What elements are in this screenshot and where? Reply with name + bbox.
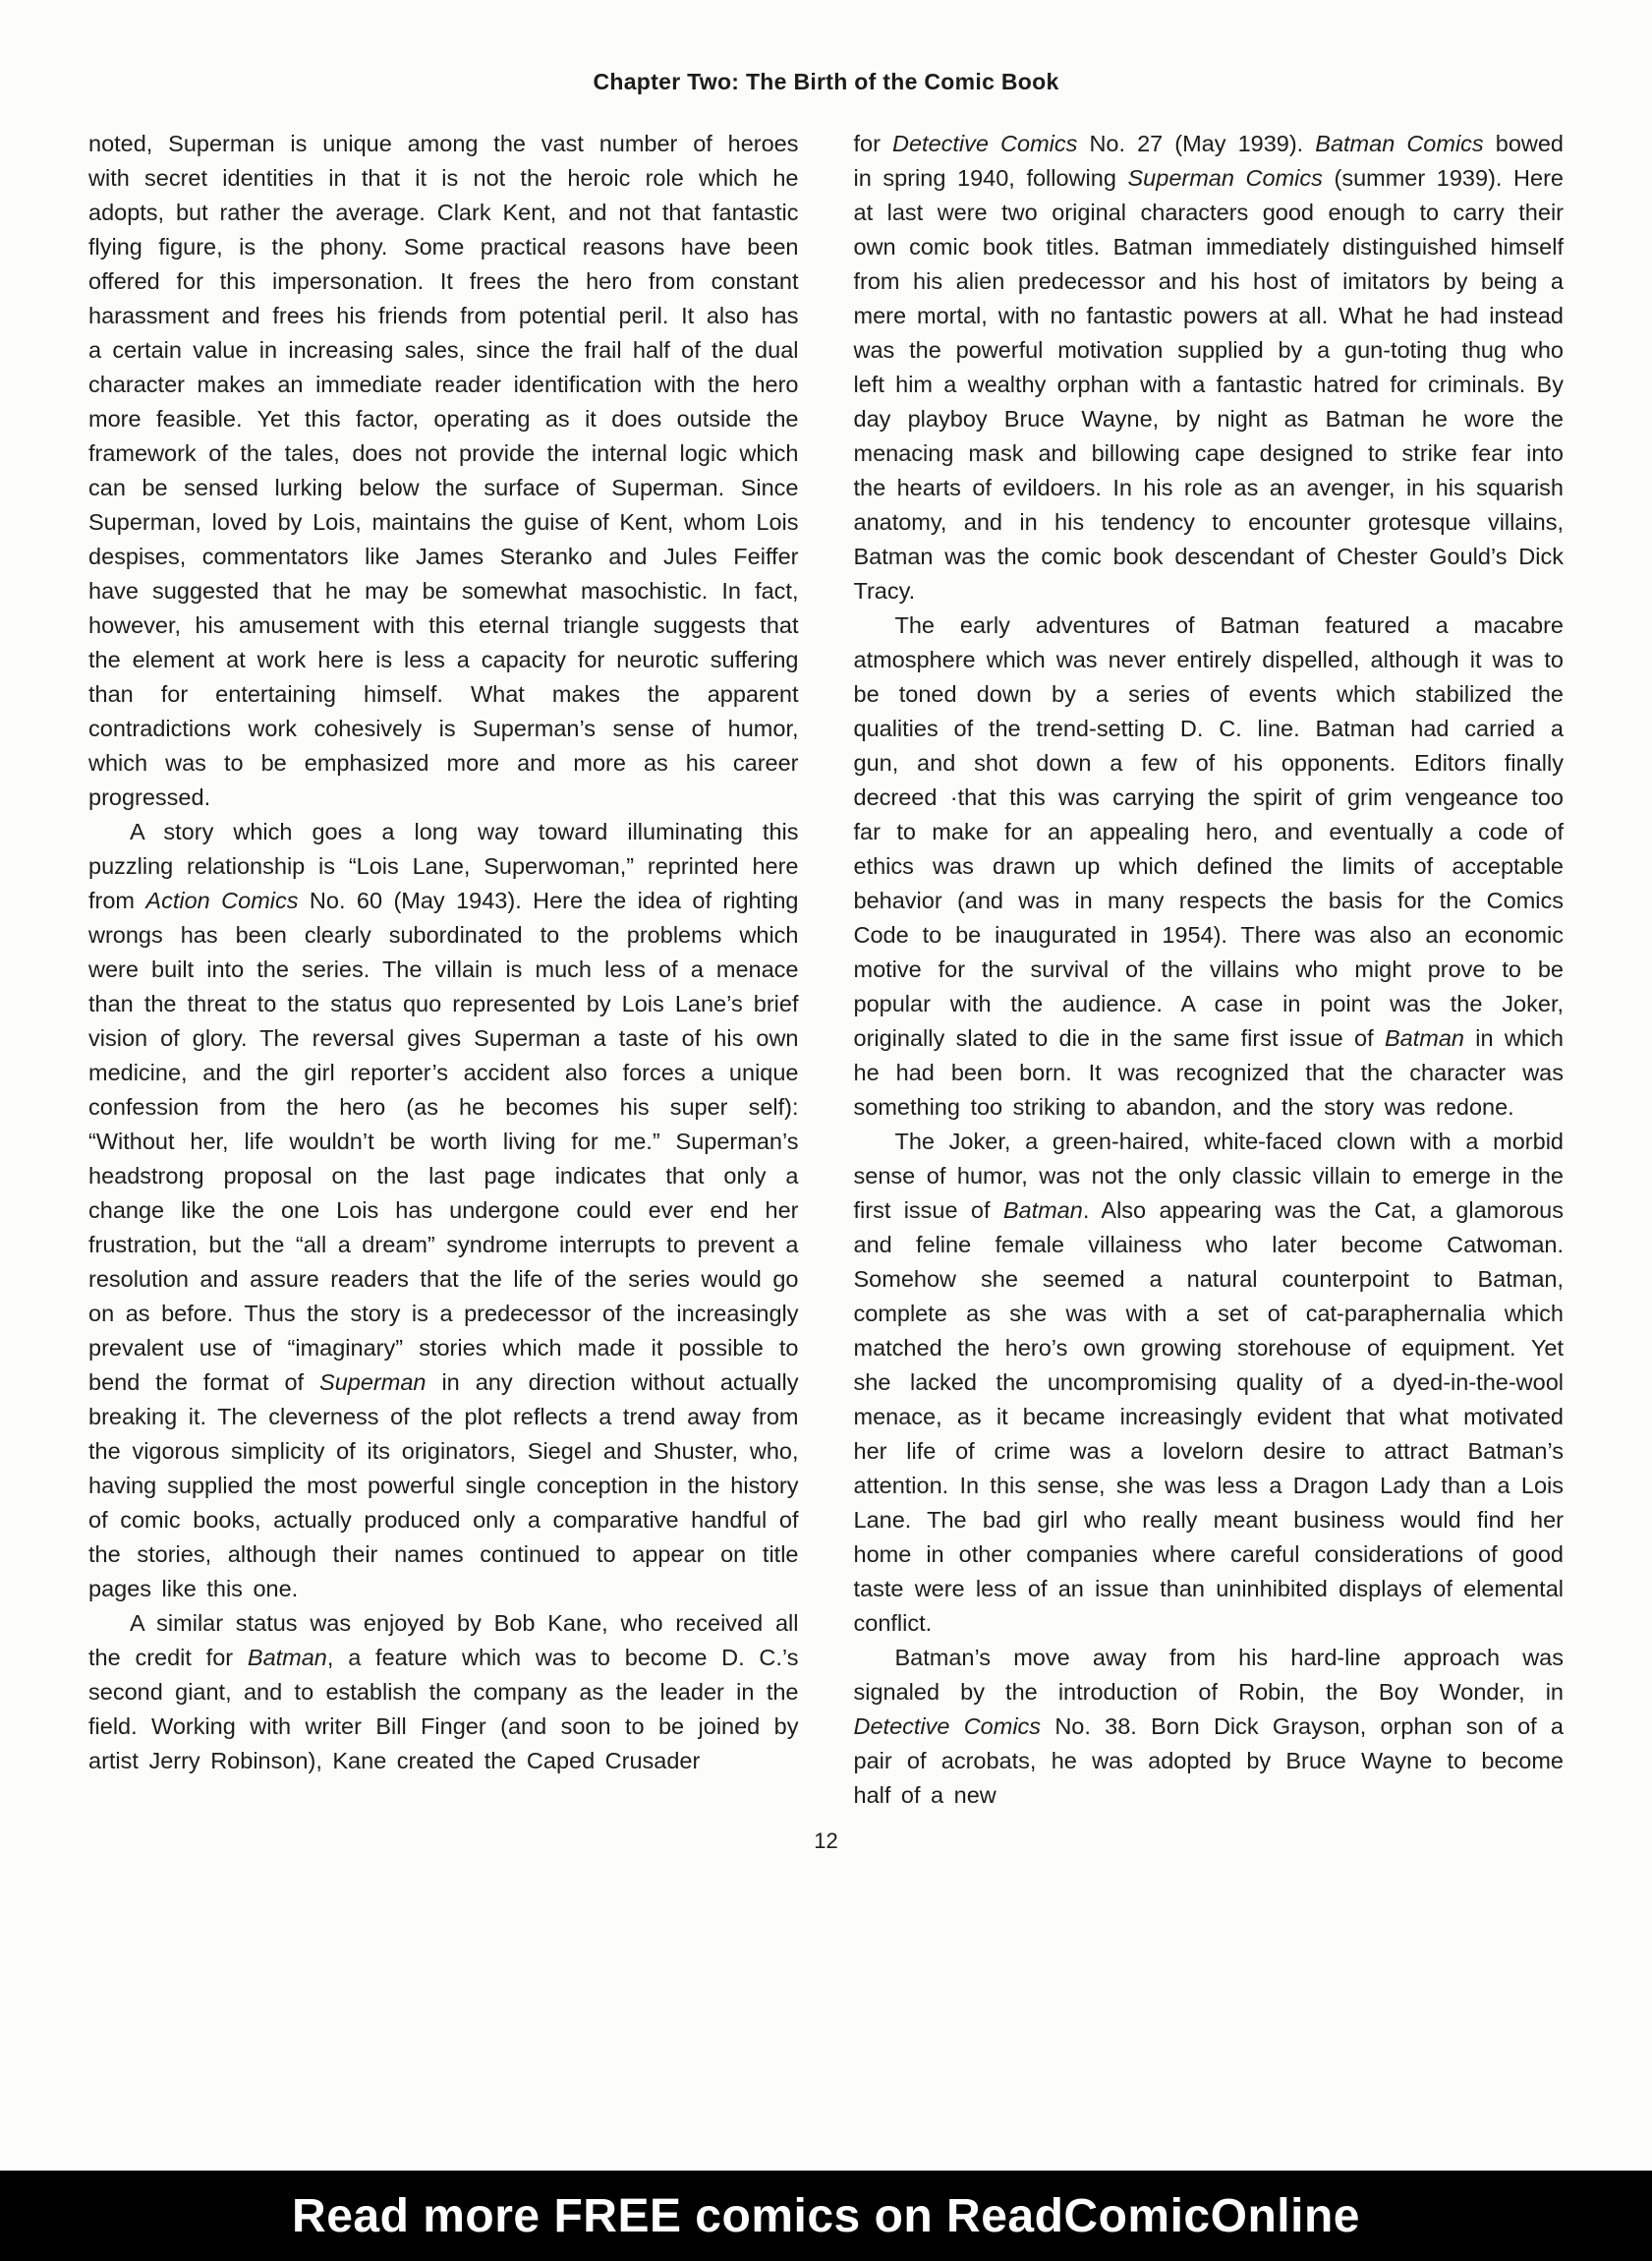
italic-text-segment: Batman xyxy=(1384,1025,1464,1051)
italic-text-segment: Action Comics xyxy=(145,888,299,913)
text-segment: in which he had been born. It was recognized that the character was something too striking to abandon, and the story was redone. xyxy=(853,1025,1565,1120)
text-segment: A story which goes a long way toward illuminating this puzzling relationship is “Lois Lane, Superwoman,” reprinted here from xyxy=(88,819,799,913)
italic-text-segment: Batman xyxy=(1002,1197,1083,1223)
promo-banner[interactable] xyxy=(0,2171,1652,2261)
text-segment: No. 60 (May 1943). Here the idea of righting wrongs has been clearly subordinated to the problems which were built into the series. The villain is much less of a menace than the threat to the status quo represented by Lois Lane’s brief vision of glory. The reversal gives Superman a taste of his own medicine, and the girl reporter’s accident also forces a unique confession from the hero (as he becomes his super self): “Without her, life wouldn’t be worth living for me.” Superman’s headstrong proposal on the last page indicates that only a change like the one Lois has undergone could ever end her frustration, but the “all a dream” syndrome interrupts to prevent a resolution and assure readers that the life of the series would go on as before. Thus the story is a predecessor of the increasingly prevalent use of “imaginary” stories which made it possible to bend the format of xyxy=(88,888,799,1395)
text-segment: , a feature which was to become D. C.’s second giant, and to establish the company as the leader in the field. Working with writer Bill Finger (and soon to be joined by artist Jerry Robinson), Kane created the Caped Crusader xyxy=(88,1645,799,1773)
paragraph xyxy=(854,609,1565,1125)
text-segment: noted, Superman is unique among the vast number of heroes with secret identities in that it is not the heroic role which he adopts, but rather the average. Clark Kent, and not that fantastic flying figure, is the phony. Some practical reasons have been offered for this impersonation. It frees the hero from constant harassment and frees his friends from potential peril. It also has a certain value in increasing sales, since the frail half of the dual character makes an immediate reader identification with the hero more feasible. Yet this factor, operating as it does outside the framework of the tales, does not provide the internal logic which can be sensed lurking below the surface of Superman. Since Superman, loved by Lois, maintains the guise of Kent, whom Lois despises, commentators like James Steranko and Jules Feiffer have suggested that he may be somewhat masochistic. In fact, however, his amusement with this eternal triangle suggests that the element at work here is less a capacity for neurotic suffering than for entertaining himself. What makes the apparent contradictions work cohesively is Superman’s sense of humor, which was to be emphasized more and more as his career progressed. xyxy=(88,131,799,810)
paragraph xyxy=(854,127,1565,609)
text-column-right xyxy=(854,127,1565,1813)
text-segment: (summer 1939). Here at last were two original characters good enough to carry their own comic book titles. Batman immediately distinguished himself from his alien predecessor and his host of imitators by being a mere mortal, with no fantastic powers at all. What he had instead was the powerful motivation supplied by a gun-toting thug who left him a wealthy orphan with a fantastic hatred for criminals. By day playboy Bruce Wayne, by night as Batman he wore the menacing mask and billowing cape designed to strike fear into the hearts of evildoers. In his role as an avenger, in his squarish anatomy, and in his tendency to encounter grotesque villains, Batman was the comic book descendant of Chester Gould’s Dick Tracy. xyxy=(853,165,1564,604)
italic-text-segment: Detective Comics xyxy=(853,1713,1042,1739)
text-segment: bowed in spring 1940, following xyxy=(853,131,1565,191)
text-segment: . Also appearing was the Cat, a glamorous and feline female villainess who later become Catwoman. Somehow she seemed a natural counterpoint to Batman, complete as she was with a set of cat-paraphernalia which matched the hero’s own growing storehouse of equipment. Yet she lacked the uncompromising quality of a dyed-in-the-wool menace, as it became increasingly evident that what motivated her life of crime was a lovelorn desire to attract Batman’s attention. In this sense, she was less a Dragon Lady than a Lois Lane. The bad girl who really meant business would find her home in other companies where careful considerations of good taste were less of an issue than uninhibited displays of elemental conflict. xyxy=(853,1197,1564,1636)
text-segment: for xyxy=(853,131,892,156)
text-segment: No. 38. Born Dick Grayson, orphan son of a pair of acrobats, he was adopted by Bruce Wayne to become half of a new xyxy=(853,1713,1565,1808)
promo-banner-text: Read more FREE comics on ReadComicOnline xyxy=(292,2189,1360,2242)
text-segment: in any direction without actually breaking it. The cleverness of the plot reflects a trend away from the vigorous simplicity of its originators, Siegel and Shuster, who, having supplied the most powerful single conception in the history of comic books, actually produced only a comparative handful of the stories, although their names continued to appear on title pages like this one. xyxy=(88,1369,799,1601)
text-segment: Batman’s move away from his hard-line approach was signaled by the introduction of Robin, the Boy Wonder, in xyxy=(853,1645,1564,1705)
text-segment: A similar status was enjoyed by Bob Kane, who received all the credit for xyxy=(88,1610,799,1670)
italic-text-segment: Batman Comics xyxy=(1315,131,1484,156)
italic-text-segment: Superman xyxy=(319,1369,427,1395)
italic-text-segment: Detective Comics xyxy=(892,131,1078,156)
italic-text-segment: Superman Comics xyxy=(1127,165,1323,191)
italic-text-segment: Batman xyxy=(247,1645,327,1670)
page-content xyxy=(0,127,1652,1813)
text-segment: The early adventures of Batman featured a macabre atmosphere which was never entirely dispelled, although it was to be toned down by a series of events which stabilized the qualities of the trend-setting D. C. line. Batman had carried a gun, and shot down a few of his opponents. Editors finally decreed ·that this was carrying the spirit of grim vengeance too far to make for an appealing hero, and eventually a code of ethics was drawn up which defined the limits of acceptable behavior (and was in many respects the basis for the Comics Code to be inaugurated in 1954). There was also an economic motive for the survival of the villains who might prove to be popular with the audience. A case in point was the Joker, originally slated to die in the same first issue of xyxy=(853,612,1564,1051)
paragraph xyxy=(854,1641,1565,1813)
paragraph xyxy=(88,127,799,815)
text-column-left xyxy=(88,127,799,1813)
text-segment: The Joker, a green-haired, white-faced clown with a morbid sense of humor, was not the only classic villain to emerge in the first issue of xyxy=(853,1129,1564,1223)
text-segment: No. 27 (May 1939). xyxy=(1077,131,1316,156)
paragraph xyxy=(88,1606,799,1778)
paragraph xyxy=(854,1125,1565,1641)
paragraph xyxy=(88,815,799,1606)
page-number: 12 xyxy=(814,1828,838,1853)
chapter-heading: Chapter Two: The Birth of the Comic Book xyxy=(593,69,1059,94)
